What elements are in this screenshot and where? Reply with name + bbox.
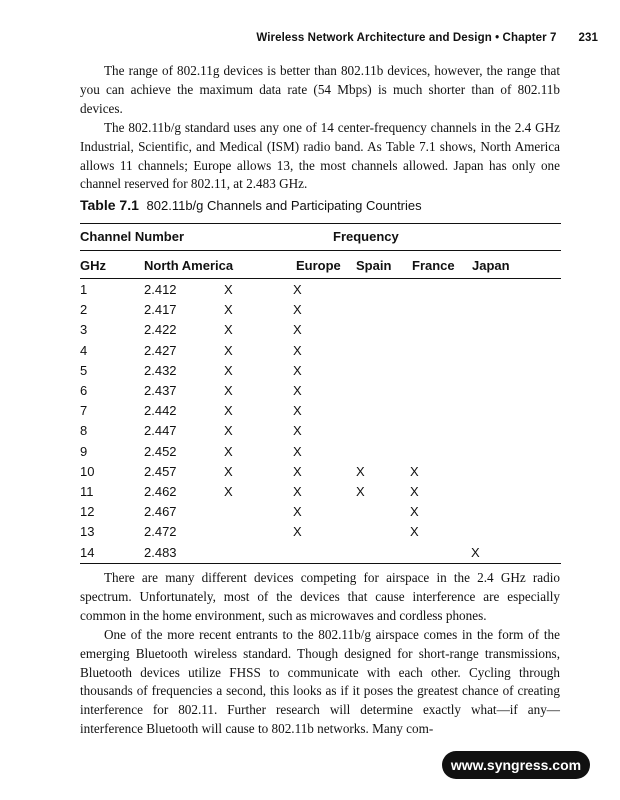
- cell-frequency: 2.447: [144, 423, 177, 439]
- cell-frequency: 2.483: [144, 544, 177, 560]
- header-japan: Japan: [472, 258, 510, 273]
- table-caption-text: 802.11b/g Channels and Participating Countries: [146, 198, 422, 213]
- cell-france: X: [410, 463, 419, 479]
- cell-frequency: 2.452: [144, 443, 177, 459]
- cell-europe: X: [293, 423, 302, 439]
- table-header-rule: [80, 278, 561, 279]
- cell-europe: X: [293, 282, 302, 297]
- cell-spain: X: [356, 463, 365, 479]
- cell-north-america: X: [224, 342, 233, 358]
- table-label: Table 7.1: [80, 197, 139, 213]
- cell-north-america: X: [224, 443, 233, 459]
- table-row: [0, 282, 620, 302]
- cell-europe: X: [293, 342, 302, 358]
- running-header: [256, 32, 598, 44]
- cell-channel: 14: [80, 544, 95, 560]
- cell-north-america: X: [224, 484, 233, 499]
- body-text-bottom: [80, 569, 560, 739]
- cell-channel: 5: [80, 362, 88, 378]
- cell-frequency: 2.437: [144, 383, 177, 398]
- table-row: [0, 545, 620, 565]
- paragraph: The range of 802.11g devices is better than 802.11b devices, however, the range that you can achieve the maximum data rate (54 Mbps) is much shorter than of 802.11b devices.: [80, 63, 560, 116]
- cell-france: X: [410, 524, 419, 540]
- table-row: [0, 444, 620, 464]
- cell-channel: 10: [80, 463, 95, 479]
- cell-frequency: 2.417: [144, 302, 177, 318]
- table-caption: [80, 197, 422, 213]
- header-france: France: [412, 258, 455, 273]
- cell-frequency: 2.412: [144, 282, 177, 297]
- cell-channel: 7: [80, 403, 88, 419]
- table-row: [0, 302, 620, 322]
- table-row: [0, 322, 620, 342]
- cell-europe: X: [293, 362, 302, 378]
- footer-site-badge: [442, 751, 590, 779]
- cell-channel: 8: [80, 423, 88, 439]
- cell-frequency: 2.462: [144, 484, 177, 499]
- cell-north-america: X: [224, 403, 233, 419]
- table-row: [0, 484, 620, 504]
- cell-france: X: [410, 504, 419, 520]
- cell-north-america: X: [224, 282, 233, 297]
- paragraph: There are many different devices competing for airspace in the 2.4 GHz radio spectrum. Unfortunately, most of the devices that cause interference are especially common in the home environment, such as microwaves and cordless phones.: [80, 570, 560, 623]
- cell-europe: X: [293, 463, 302, 479]
- footer-site-text: www.syngress.com: [450, 757, 582, 773]
- cell-frequency: 2.472: [144, 524, 177, 540]
- cell-frequency: 2.422: [144, 322, 177, 338]
- header-spain: Spain: [356, 258, 392, 273]
- cell-frequency: 2.457: [144, 463, 177, 479]
- cell-north-america: X: [224, 362, 233, 378]
- cell-frequency: 2.432: [144, 362, 177, 378]
- table-row: [0, 524, 620, 544]
- cell-channel: 12: [80, 504, 95, 520]
- cell-channel: 1: [80, 282, 88, 297]
- paragraph: One of the more recent entrants to the 802.11b/g airspace comes in the form of the emerging Bluetooth wireless standard. Though designed for short-range transmissions, Bluetooth devices utilize FHSS to communicate with each other. Cycling through thousands of frequencies a second, this looks as if it poses the greatest chance of creating interference for 802.11. Further research will determine exactly what—if any—interference Bluetooth will cause to 802.11b networks. Many com-: [80, 626, 560, 737]
- cell-france: X: [410, 484, 419, 499]
- table-row: [0, 504, 620, 524]
- cell-europe: X: [293, 524, 302, 540]
- cell-europe: X: [293, 403, 302, 419]
- cell-north-america: X: [224, 322, 233, 338]
- cell-frequency: 2.467: [144, 504, 177, 520]
- cell-north-america: X: [224, 302, 233, 318]
- table-row: [0, 343, 620, 363]
- cell-channel: 4: [80, 342, 88, 358]
- paragraph: The 802.11b/g standard uses any one of 14 center-frequency channels in the 2.4 GHz Industrial, Scientific, and Medical (ISM) radio band. As Table 7.1 shows, North America allows 11 channels; Europe allows 13, the most channels allowed. Japan has only one channel reserved for 802.11, at 2.483 GHz.: [80, 119, 560, 192]
- table-bottom-rule: [80, 563, 561, 564]
- cell-channel: 9: [80, 443, 88, 459]
- header-north-america: North America: [144, 258, 234, 273]
- cell-channel: 13: [80, 524, 95, 540]
- cell-channel: 11: [80, 484, 94, 499]
- table-row: [0, 403, 620, 423]
- header-europe: Europe: [296, 258, 341, 273]
- cell-spain: X: [356, 484, 365, 499]
- body-text-top: [80, 62, 560, 194]
- cell-north-america: X: [224, 463, 233, 479]
- cell-europe: X: [293, 484, 302, 499]
- cell-north-america: X: [224, 423, 233, 439]
- cell-europe: X: [293, 504, 302, 520]
- cell-channel: 6: [80, 383, 88, 398]
- cell-europe: X: [293, 383, 302, 398]
- page-number: 231: [578, 32, 598, 44]
- cell-japan: X: [471, 544, 480, 560]
- table-group-rule: [80, 250, 561, 251]
- header-ghz: GHz: [80, 258, 106, 273]
- table-top-rule: [80, 223, 561, 224]
- cell-frequency: 2.442: [144, 403, 177, 419]
- cell-north-america: X: [224, 383, 233, 398]
- table-row: [0, 464, 620, 484]
- cell-channel: 2: [80, 302, 88, 318]
- table-row: [0, 363, 620, 383]
- cell-channel: 3: [80, 322, 88, 338]
- header-frequency: Frequency: [333, 229, 399, 244]
- cell-europe: X: [293, 302, 302, 318]
- running-title: Wireless Network Architecture and Design • Chapter 7: [256, 32, 557, 44]
- header-channel-number: Channel Number: [80, 229, 185, 244]
- cell-frequency: 2.427: [144, 342, 177, 358]
- cell-europe: X: [293, 322, 302, 338]
- table-row: [0, 423, 620, 443]
- table-row: [0, 383, 620, 403]
- cell-europe: X: [293, 443, 302, 459]
